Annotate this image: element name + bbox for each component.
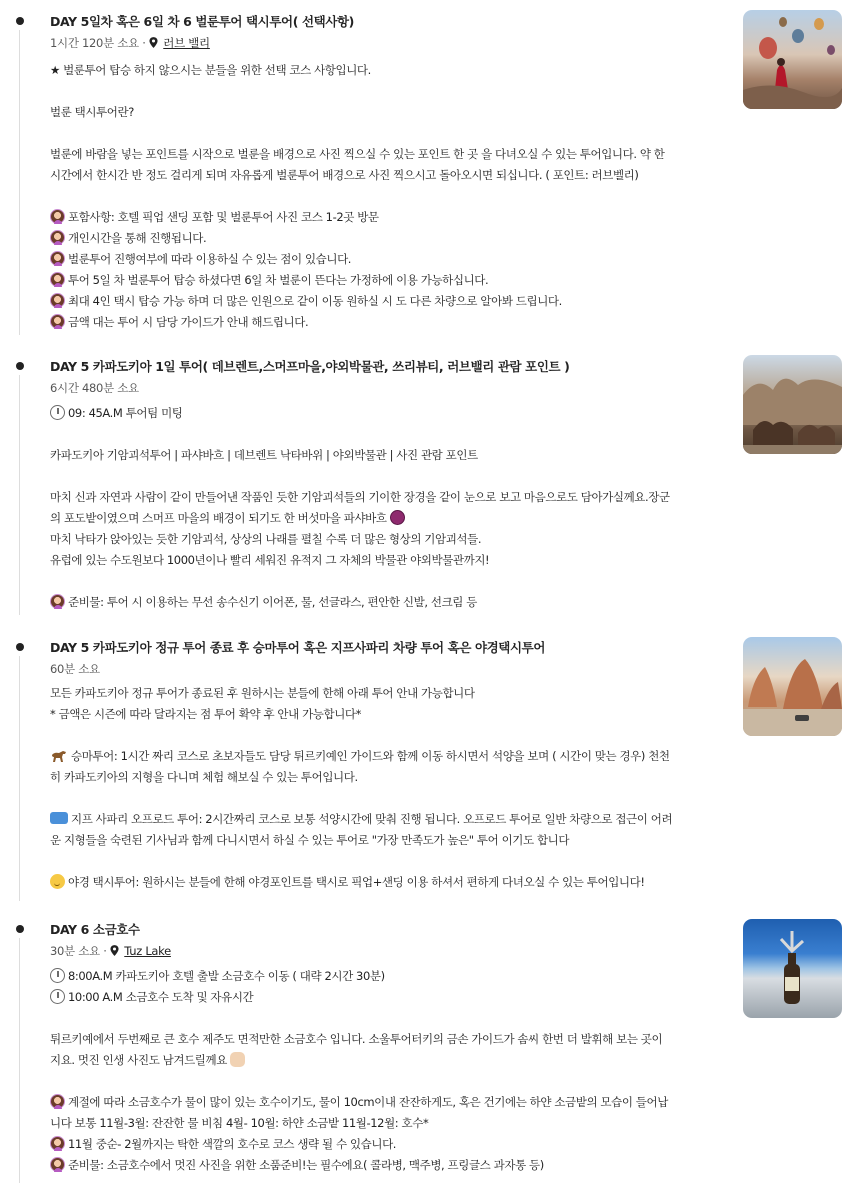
- person-icon: [50, 230, 65, 245]
- description-text: 준비물: 투어 시 이용하는 무선 송수신기 이어폰, 물, 선글라스, 편안한 신발, 선크림 등: [68, 595, 477, 609]
- blank-line: [50, 466, 735, 487]
- item-title: DAY 5 카파도키아 1일 투어( 데브렌트,스머프마을,야외박물관, 쓰리뷰티, 러브밸리 관람 포인트 ): [50, 359, 570, 374]
- description-line: [50, 1050, 735, 1071]
- blank-line: [50, 81, 735, 102]
- description-text: 벌룬에 바람을 넣는 포인트를 시작으로 벌룬을 배경으로 사진 찍으실 수 있는 포인트 한 곳 을 다녀오실 수 있는 투어입니다. 약 한: [50, 147, 665, 161]
- map-pin-icon: [149, 37, 158, 48]
- description-line: [50, 291, 735, 312]
- blank-line: [50, 1071, 735, 1092]
- description-line: [50, 550, 735, 571]
- map-pin-icon: [110, 945, 119, 956]
- duration-text: 1시간 120분 소요: [50, 36, 139, 50]
- horse-icon: [50, 748, 68, 763]
- description-text: 운 지형들을 숙련된 기사님과 함께 다니시면서 하실 수 있는 투어로 "가장 만족도가 높은" 투어 이기도 합니다: [50, 833, 570, 847]
- description-line: [50, 102, 735, 123]
- description-text: ★ 벌룬투어 탑승 하지 않으시는 분들을 위한 선택 코스 사항입니다.: [50, 63, 371, 77]
- description-line: [50, 1113, 735, 1134]
- description-text: 지요. 멋진 인생 사진도 남겨드릴께요: [50, 1053, 227, 1067]
- person-icon: [50, 1157, 65, 1172]
- description-line: [50, 704, 735, 725]
- description-text: 시간에서 한시간 반 정도 걸리게 되며 자유롭게 벌룬투어 배경으로 사진 찍으시고 돌아오시면 되십니다. ( 포인트: 러브벨리): [50, 168, 639, 182]
- description-line: [50, 1092, 735, 1113]
- location-link[interactable]: 러브 밸리: [163, 36, 210, 50]
- description-line: [50, 872, 735, 893]
- blank-line: [50, 851, 735, 872]
- description-text: 유럽에 있는 수도원보다 1000년이나 빨리 세워진 유적지 그 자체의 박물관 야외박물관까지!: [50, 553, 490, 567]
- description-line: [50, 144, 735, 165]
- description-text: 최대 4인 택시 탑승 가능 하며 더 많은 인원으로 같이 이동 원하실 시 도 다른 차량으로 알아봐 드립니다.: [68, 294, 562, 308]
- description-line: [50, 165, 735, 186]
- description-line: [50, 592, 735, 613]
- timeline-dot: [16, 925, 24, 933]
- rock-photo[interactable]: [743, 637, 842, 736]
- item-meta: 1시간 120분 소요 · 러브 밸리: [50, 36, 210, 50]
- description-line: [50, 746, 735, 767]
- description-text: 지프 사파리 오프로드 투어: 2시간짜리 코스로 보통 석양시간에 맞춰 진행 됩니다. 오프로드 투어로 일반 차량으로 접근이 어려: [71, 812, 673, 826]
- description-line: [50, 207, 735, 228]
- blank-line: [50, 725, 735, 746]
- description-text: 8:00A.M 카파도키아 호텔 출발 소금호수 이동 ( 대략 2시간 30분): [68, 969, 385, 983]
- description-line: [50, 767, 735, 788]
- timeline-dot: [16, 643, 24, 651]
- item-description: [50, 966, 735, 1176]
- person-icon: [50, 272, 65, 287]
- description-line: [50, 683, 735, 704]
- person-icon: [50, 293, 65, 308]
- description-line: [50, 508, 735, 529]
- description-line: [50, 60, 735, 81]
- person-icon: [50, 1136, 65, 1151]
- item-description: [50, 60, 735, 333]
- blank-line: [50, 788, 735, 809]
- description-text: 계절에 따라 소금호수가 물이 많이 있는 호수이기도, 물이 10cm이내 잔잔하게도, 혹은 건기에는 하얀 소금밭의 모습이 들어납: [68, 1095, 668, 1109]
- blank-line: [50, 1008, 735, 1029]
- smile-icon: [50, 874, 65, 889]
- item-title: DAY 6 소금호수: [50, 922, 140, 937]
- timer-icon: [50, 989, 65, 1004]
- duration-text: 30분 소요: [50, 944, 100, 958]
- description-text: 카파도키아 기암괴석투어 | 파샤바흐 | 데브렌트 낙타바위 | 야외박물관 | 사진 관람 포인트: [50, 448, 478, 462]
- description-line: [50, 1029, 735, 1050]
- item-meta: [50, 380, 139, 396]
- description-text: 야경 택시투어: 원하시는 분들에 한해 야경포인트를 택시로 픽업+샌딩 이용 하셔서 편하게 다녀오실 수 있는 투어입니다!: [68, 875, 645, 889]
- location-link[interactable]: Tuz Lake: [124, 944, 171, 958]
- description-line: [50, 987, 735, 1008]
- description-line: [50, 403, 735, 424]
- description-text: 10:00 A.M 소금호수 도착 및 자유시간: [68, 990, 254, 1004]
- description-line: [50, 445, 735, 466]
- description-text: 금액 대는 투어 시 담당 가이드가 안내 해드립니다.: [68, 315, 309, 329]
- duration-text: 60분 소요: [50, 662, 100, 676]
- duration-text: 6시간 480분 소요: [50, 381, 139, 395]
- timeline-line: [19, 30, 20, 335]
- description-line: [50, 529, 735, 550]
- timeline-dot: [16, 362, 24, 370]
- person-icon: [50, 594, 65, 609]
- description-line: [50, 249, 735, 270]
- description-text: 벌룬투어 진행여부에 따라 이용하실 수 있는 점이 있습니다.: [68, 252, 352, 266]
- hand-icon: [230, 1052, 245, 1067]
- description-line: [50, 1155, 735, 1176]
- timeline-dot: [16, 17, 24, 25]
- description-text: 모든 카파도키아 정규 투어가 종료된 후 원하시는 분들에 한해 아래 투어 안내 가능합니다: [50, 686, 475, 700]
- timer-icon: [50, 405, 65, 420]
- blank-line: [50, 424, 735, 445]
- description-line: [50, 270, 735, 291]
- timeline-line: [19, 938, 20, 1183]
- grape-icon: [390, 510, 405, 525]
- description-text: 개인시간을 통해 진행됩니다.: [68, 231, 207, 245]
- item-title: DAY 5 카파도키아 정규 투어 종료 후 승마투어 혹은 지프사파리 차량 투어 혹은 야경택시투어: [50, 640, 546, 655]
- timeline-line: [19, 656, 20, 901]
- description-line: [50, 830, 735, 851]
- person-icon: [50, 251, 65, 266]
- person-icon: [50, 314, 65, 329]
- description-line: [50, 809, 735, 830]
- item-description: [50, 403, 735, 613]
- description-text: 히 카파도키아의 지형을 다니며 체험 해보실 수 있는 투어입니다.: [50, 770, 358, 784]
- description-text: 준비물: 소금호수에서 멋진 사진을 위한 소품준비!는 필수에요( 콜라병, 맥주병, 프링글스 과자통 등): [68, 1158, 544, 1172]
- description-line: [50, 487, 735, 508]
- salt-lake-photo[interactable]: [743, 919, 842, 1018]
- jeep-icon: [50, 812, 68, 824]
- blank-line: [50, 186, 735, 207]
- timer-icon: [50, 968, 65, 983]
- description-text: 벌룬 택시투어란?: [50, 105, 134, 119]
- description-text: 튀르키예에서 두번째로 큰 호수 제주도 면적만한 소금호수 입니다. 소울투어터키의 금손 가이드가 솜씨 한번 더 발휘해 보는 곳이: [50, 1032, 663, 1046]
- item-title: DAY 5일차 혹은 6일 차 6 벌룬투어 택시투어( 선택사항): [50, 14, 354, 29]
- description-text: 포함사항: 호텔 픽업 샌딩 포함 및 벌룬투어 사진 코스 1-2곳 방문: [68, 210, 379, 224]
- person-icon: [50, 1094, 65, 1109]
- description-line: [50, 1134, 735, 1155]
- description-text: 투어 5일 차 벌룬투어 탑승 하셨다면 6일 차 벌룬이 뜬다는 가정하에 이용 가능하십니다.: [68, 273, 489, 287]
- description-text: 승마투어: 1시간 짜리 코스로 초보자들도 담당 튀르키예인 가이드와 함께 이동 하시면서 석양을 보며 ( 시간이 맞는 경우) 천천: [71, 749, 670, 763]
- description-text: * 금액은 시즌에 따라 달라지는 점 투어 확약 후 안내 가능합니다*: [50, 707, 361, 721]
- blank-line: [50, 571, 735, 592]
- description-line: [50, 966, 735, 987]
- description-line: [50, 228, 735, 249]
- timeline-line: [19, 375, 20, 615]
- camel-photo[interactable]: [743, 355, 842, 454]
- balloon-photo[interactable]: [743, 10, 842, 109]
- description-text: 마치 신과 자연과 사람이 같이 만들어낸 작품인 듯한 기암괴석들의 기이한 장경을 같이 눈으로 보고 마음으로도 담아가실께요.장군: [50, 490, 670, 504]
- description-text: 니다 보통 11월-3월: 잔잔한 물 비침 4월- 10월: 하얀 소금밭 11월-12월: 호수*: [50, 1116, 429, 1130]
- item-meta: 30분 소요 · Tuz Lake: [50, 944, 171, 958]
- item-description: [50, 683, 735, 893]
- description-text: 의 포도밭이였으며 스머프 마을의 배경이 되기도 한 버섯마을 파샤바흐: [50, 511, 387, 525]
- description-text: 11월 중순- 2월까지는 탁한 색깔의 호수로 코스 생략 될 수 있습니다.: [68, 1137, 397, 1151]
- person-icon: [50, 209, 65, 224]
- item-meta: [50, 661, 100, 677]
- blank-line: [50, 123, 735, 144]
- description-line: [50, 312, 735, 333]
- description-text: 09: 45A.M 투어팀 미팅: [68, 406, 183, 420]
- description-text: 마치 낙타가 앉아있는 듯한 기암괴석, 상상의 나래를 펼칠 수록 더 많은 형상의 기암괴석들.: [50, 532, 482, 546]
